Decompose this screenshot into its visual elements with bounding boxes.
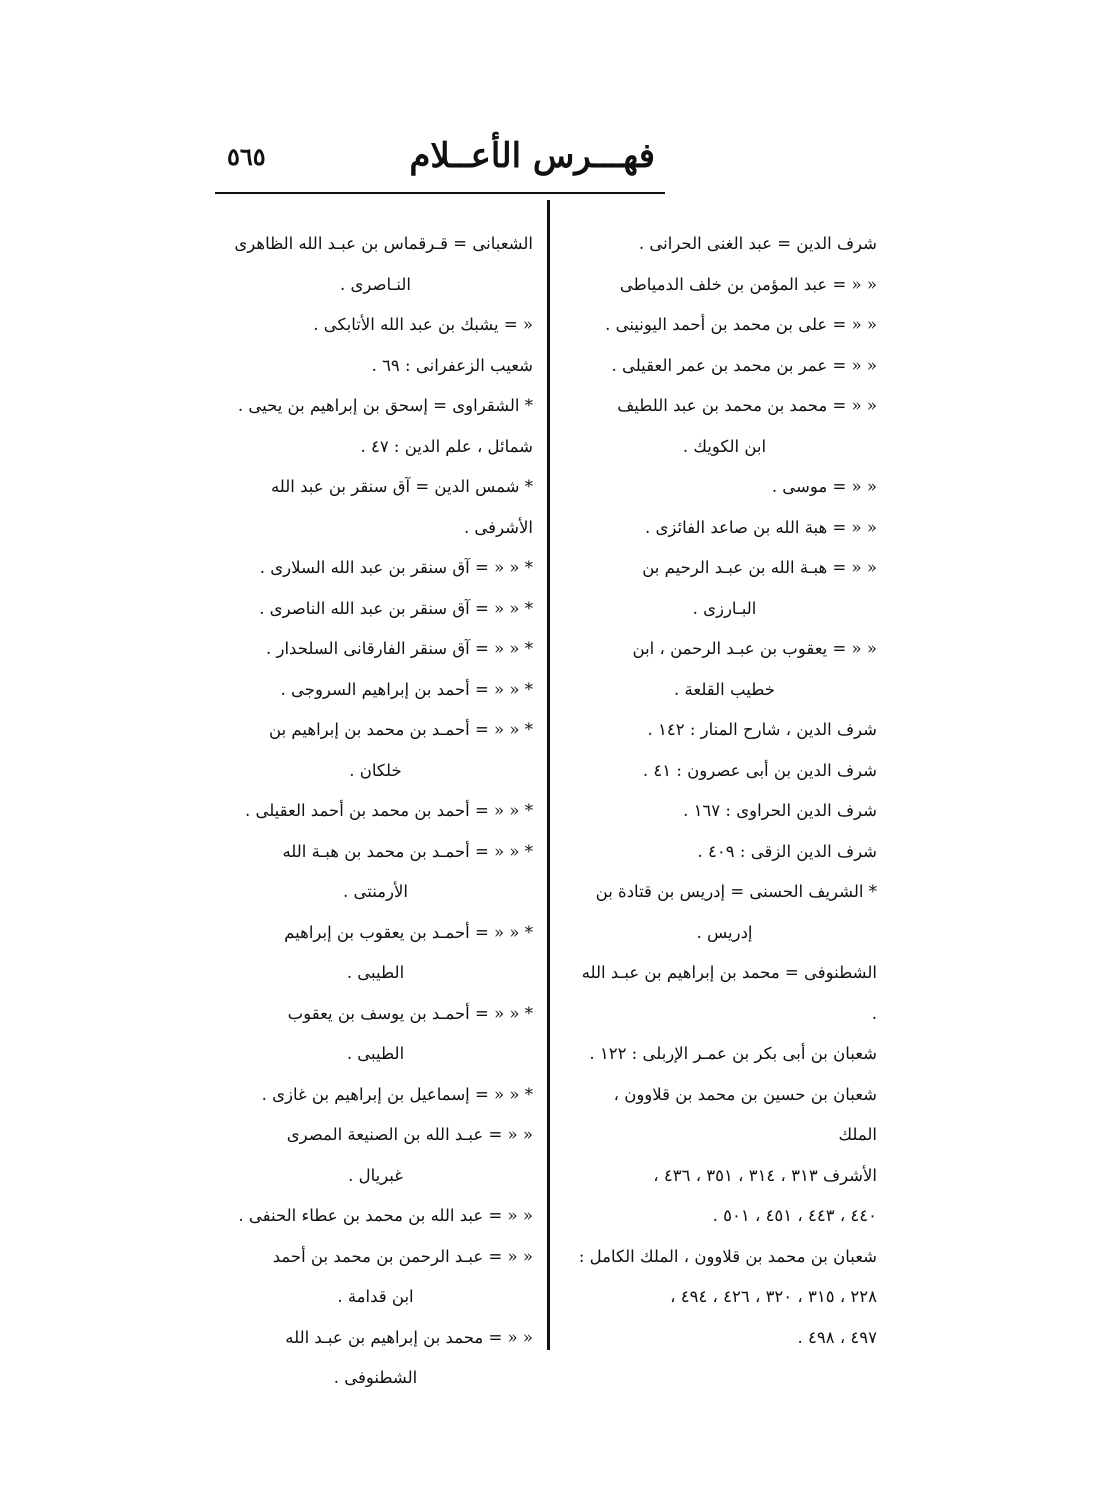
entry-text: « « = عبـد الله بن الصنيعة المصرى (286, 1125, 533, 1144)
index-entry (218, 1196, 533, 1237)
index-entry (218, 1115, 533, 1196)
index-entry (572, 1237, 877, 1359)
index-entry (572, 467, 877, 508)
right-column (572, 224, 877, 1358)
entry-continuation: ابن قدامة . (337, 1287, 414, 1306)
index-entry (218, 1075, 533, 1116)
entry-continuation: خلكان . (349, 760, 402, 780)
index-entry (218, 670, 533, 711)
index-entry (572, 265, 877, 306)
index-entry (218, 224, 533, 305)
entry-continuation: ٤٤٠ ، ٤٤٣ ، ٤٥١ ، ٥٠١ . (712, 1206, 877, 1225)
entry-continuation: غبريال . (348, 1165, 403, 1185)
entry-continuation: الأرمنتى . (342, 882, 408, 901)
index-entry (218, 386, 533, 427)
entry-text: الشعبانى = قـرقماس بن عبـد الله الظاهرى (234, 234, 533, 253)
index-entry (218, 589, 533, 630)
index-entry (572, 832, 877, 873)
entry-text: « = يشبك بن عبد الله الأتابكى . (313, 315, 533, 334)
entry-text: * « « = آق سنقر بن عبد الله الناصرى . (259, 598, 533, 618)
entry-text: شرف الدين ، شارح المنار : ١٤٢ . (647, 720, 877, 739)
entry-text: « « = على بن محمد بن أحمد اليونينى . (605, 315, 877, 334)
entry-text: « « = عبد الله بن محمد بن عطاء الحنفى . (238, 1206, 533, 1225)
left-column (218, 224, 533, 1399)
index-entry (572, 346, 877, 387)
entry-text: « « = عبـد الرحمن بن محمد بن أحمد (272, 1246, 533, 1266)
entry-continuation: ٢٢٨ ، ٣١٥ ، ٣٢٠ ، ٤٢٦ ، ٤٩٤ ، (670, 1287, 877, 1306)
entry-continuation: النـاصرى . (340, 274, 411, 294)
index-entry (218, 629, 533, 670)
index-entry (572, 1034, 877, 1075)
entry-text: « « = هبـة الله بن عبـد الرحيم بن (642, 558, 877, 577)
entry-continuation: البـارزى . (692, 598, 757, 618)
column-divider (547, 200, 550, 1350)
index-entry (572, 629, 877, 710)
index-entry (218, 467, 533, 548)
entry-text: شعيب الزعفرانى : ٦٩ . (371, 355, 533, 375)
index-entry (218, 548, 533, 589)
index-entry (572, 508, 877, 549)
index-entry (572, 386, 877, 467)
index-entry (218, 305, 533, 346)
index-entry (572, 710, 877, 751)
entry-text: * الشريف الحسنى = إدريس بن قتادة بن (595, 882, 877, 901)
entry-text: شعبان بن محمد بن قلاوون ، الملك الكامل : (578, 1246, 877, 1266)
entry-continuation: ابن الكويك . (682, 436, 767, 456)
index-entry (218, 1237, 533, 1318)
entry-text: شرف الدين الحراوى : ١٦٧ . (683, 801, 877, 820)
index-entry (572, 751, 877, 792)
entry-continuation: خطيب القلعة . (674, 679, 775, 699)
entry-continuation: الطيبى . (346, 963, 405, 982)
index-entry (218, 913, 533, 994)
entry-text: * « « = أحمـد بن يعقوب بن إبراهيم (284, 922, 533, 942)
index-entry (218, 346, 533, 387)
index-entry (218, 791, 533, 832)
entry-text: « « = محمد بن إبراهيم بن عبـد الله (285, 1327, 533, 1347)
entry-text: * « « = إسماعيل بن إبراهيم بن غازى . (261, 1084, 533, 1104)
entry-text: « « = عبد المؤمن بن خلف الدمياطى (619, 274, 877, 294)
entry-text: * « « = أحمـد بن محمد بن إبراهيم بن (269, 720, 533, 739)
index-entry (218, 994, 533, 1075)
entry-text: « « = موسى . (771, 477, 877, 496)
index-entry (572, 953, 877, 1034)
page-header (215, 130, 665, 190)
entry-text: « « = يعقوب بن عبـد الرحمن ، ابن (632, 639, 877, 658)
entry-continuation: ٤٩٧ ، ٤٩٨ . (797, 1327, 877, 1347)
entry-text: « « = محمد بن محمد بن عبد اللطيف (617, 396, 877, 415)
entry-text: شرف الدين = عبد الغنى الحرانى . (638, 234, 877, 253)
header-rule (215, 192, 665, 194)
entry-text: * شمس الدين = آق سنقر بن عبد الله الأشرفى . (270, 477, 533, 537)
index-entry (572, 305, 877, 346)
entry-continuation: الطيبى . (346, 1044, 405, 1063)
page-title: فهـــرس الأعــلام (409, 136, 655, 176)
entry-text: * « « = آق سنقر الفارقانى السلحدار . (266, 639, 533, 658)
index-entry (218, 427, 533, 468)
entry-text: * « « = أحمـد بن محمد بن هبـة الله (282, 841, 533, 861)
entry-text: شعبان بن أبى بكر بن عمـر الإربلى : ١٢٢ . (589, 1044, 877, 1063)
index-entry (572, 872, 877, 953)
entry-text: شرف الدين بن أبى عصرون : ٤١ . (642, 760, 877, 780)
index-entry (572, 548, 877, 629)
entry-text: * الشقراوى = إسحق بن إبراهيم بن يحيى . (237, 396, 533, 415)
index-entry (572, 791, 877, 832)
entry-text: * « « = أحمد بن محمد بن أحمد العقيلى . (244, 801, 533, 820)
index-entry (572, 1075, 877, 1237)
index-entry (218, 1318, 533, 1399)
entry-text: * « « = آق سنقر بن عبد الله السلارى . (259, 558, 533, 577)
entry-continuation: الشطنوفى . (333, 1368, 418, 1387)
entry-text: شرف الدين الزقى : ٤٠٩ . (697, 841, 877, 861)
entry-text: الشطنوفى = محمد بن إبراهيم بن عبـد الله . (581, 963, 877, 1023)
entry-text: « « = هبة الله بن صاعد الفائزى . (645, 517, 877, 537)
entry-continuation: الأشرف ٣١٣ ، ٣١٤ ، ٣٥١ ، ٤٣٦ ، (653, 1165, 877, 1185)
entry-text: * « « = أحمد بن إبراهيم السروجى . (280, 679, 533, 699)
entry-text: شعبان بن حسين بن محمد بن قلاوون ، الملك (613, 1084, 877, 1144)
index-entry (572, 224, 877, 265)
entry-text: « « = عمر بن محمد بن عمر العقيلى . (611, 355, 877, 375)
index-entry (218, 710, 533, 791)
entry-text: * « « = أحمـد بن يوسف بن يعقوب (287, 1003, 533, 1023)
page-number: ٥٦٥ (227, 142, 266, 171)
index-entry (218, 832, 533, 913)
entry-continuation: إدريس . (696, 922, 753, 942)
entry-text: شمائل ، علم الدين : ٤٧ . (360, 436, 533, 456)
